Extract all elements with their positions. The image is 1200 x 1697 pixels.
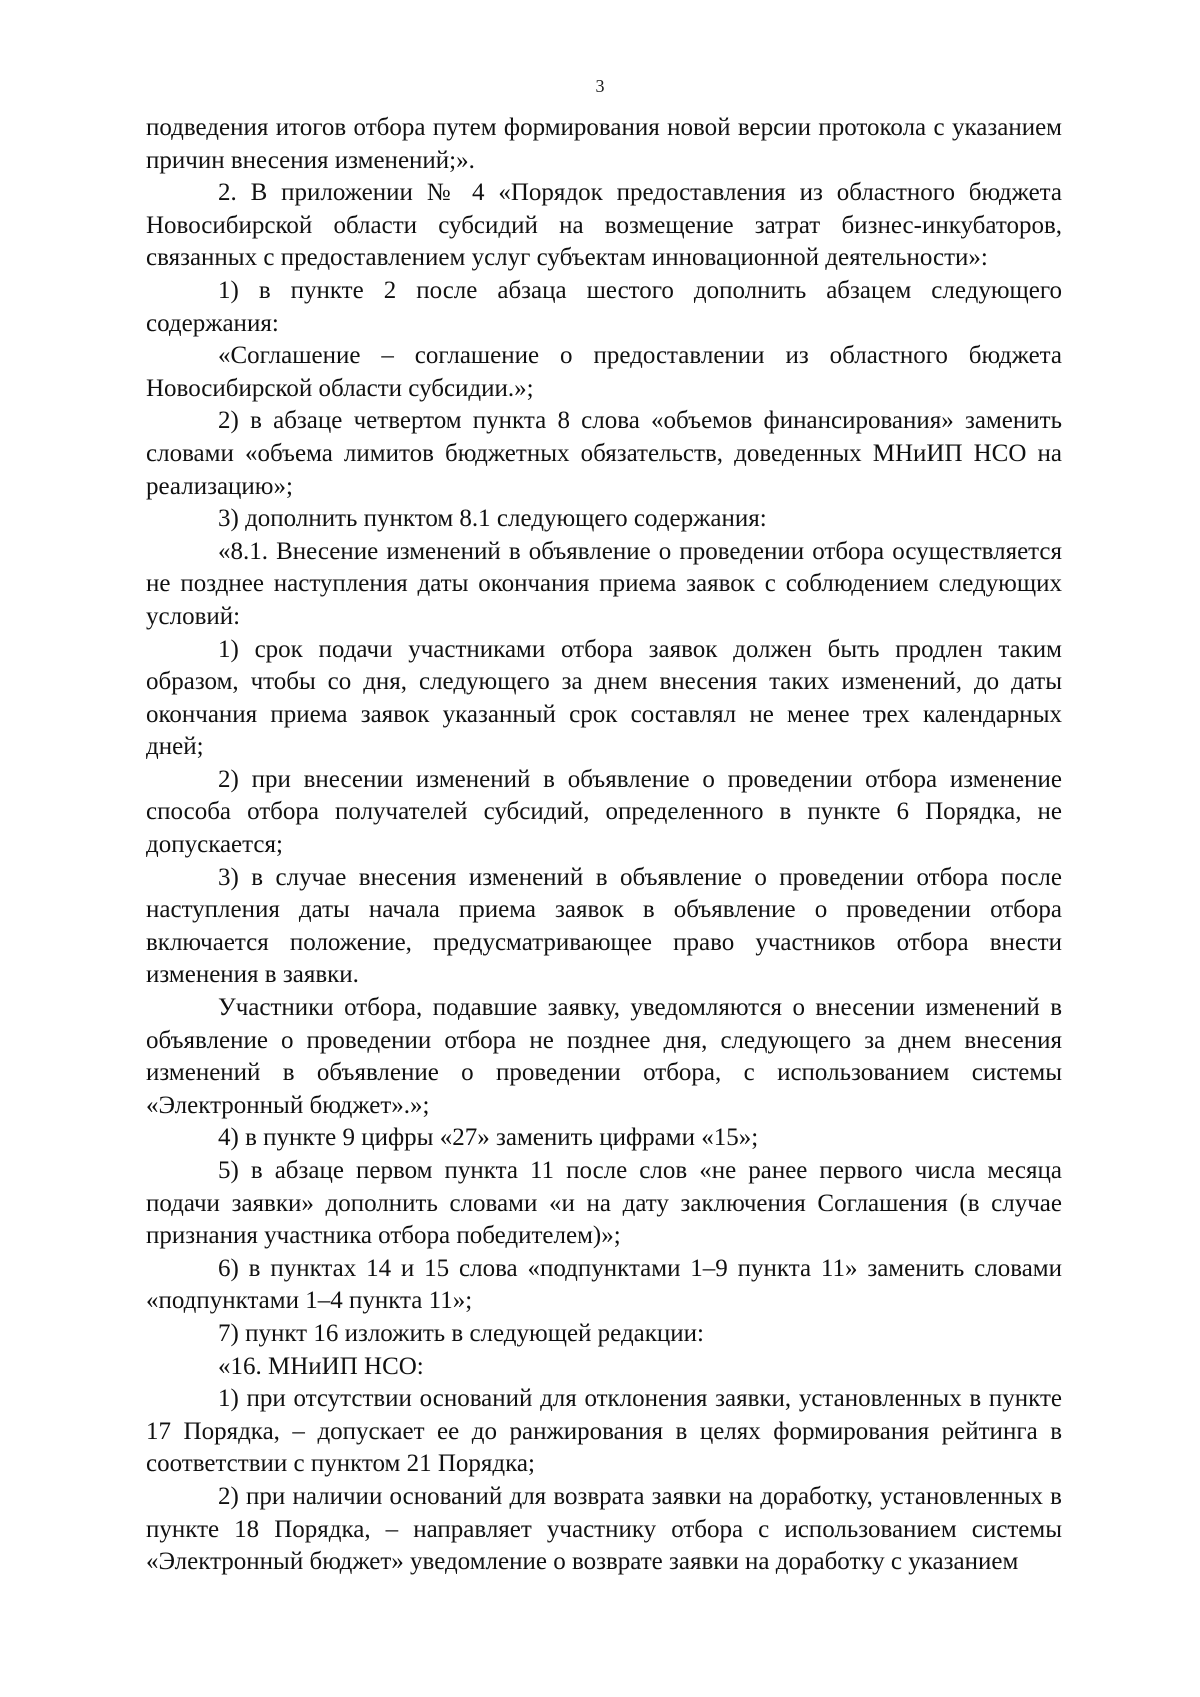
- paragraph-15: «16. МНиИП НСО:: [218, 1352, 424, 1380]
- paragraph-7: 1) срок подачи участниками отбора заявок должен быть продлен таким образом, чтобы со дня, следующего за днем внесения таких изменений, до даты окончания приема заявок указанный срок составлял не менее трех календарных дней;: [146, 635, 1062, 761]
- paragraph-10: Участники отбора, подавшие заявку, уведомляются о внесении изменений в объявление о проведении отбора не позднее дня, следующего за днем внесения изменений в объявление о проведении отбора, с использованием системы «Электронный бюджет».»;: [146, 994, 1062, 1119]
- paragraph-5: 3) дополнить пунктом 8.1 следующего содержания:: [218, 505, 767, 533]
- paragraph-12: 5) в абзаце первом пункта 11 после слов «не ранее первого числа месяца подачи заявки» дополнить словами «и на дату заключения Соглашения (в случае признания участника отбора победителем)»;: [146, 1157, 1062, 1250]
- paragraph-13: 6) в пунктах 14 и 15 слова «подпунктами 1–9 пункта 11» заменить словами «подпунктами 1–4 пункта 11»;: [146, 1254, 1062, 1315]
- page-number: 3: [595, 76, 605, 96]
- paragraph-9: 3) в случае внесения изменений в объявление о проведении отбора после наступления даты начала приема заявок в объявление о проведении отбора включается положение, предусматривающее право участников отбора внести изменения в заявки.: [146, 863, 1062, 989]
- paragraph-6: «8.1. Внесение изменений в объявление о проведении отбора осуществляется не позднее наступления даты окончания приема заявок с соблюдением следующих условий:: [146, 537, 1062, 630]
- paragraph-8: 2) при внесении изменений в объявление о проведении отбора изменение способа отбора получателей субсидий, определенного в пункте 6 Порядка, не допускается;: [146, 765, 1062, 859]
- paragraph-11: 4) в пункте 9 цифры «27» заменить цифрами «15»;: [218, 1124, 759, 1152]
- paragraph-2: 1) в пункте 2 после абзаца шестого дополнить абзацем следующего содержания:: [146, 276, 1062, 337]
- paragraph-17: 2) при наличии оснований для возврата заявки на доработку, установленных в пункте 18 Порядка, – направляет участнику отбора с использованием системы «Электронный бюджет» уведомление о возврате заявки на доработку с указанием: [146, 1482, 1062, 1576]
- paragraph-4: 2) в абзаце четвертом пункта 8 слова «объемов финансирования» заменить словами «объема лимитов бюджетных обязательств, доведенных МНиИП НСО на реализацию»;: [146, 407, 1062, 500]
- paragraph-1: 2. В приложении № 4 «Порядок предоставления из областного бюджета Новосибирской области субсидий на возмещение затрат бизнес-инкубаторов, связанных с предоставлением услуг субъектам инновационной деятельности»:: [146, 179, 1062, 272]
- paragraph-3: «Соглашение – соглашение о предоставлении из областного бюджета Новосибирской области субсидии.»;: [146, 342, 1062, 402]
- paragraph-16: 1) при отсутствии оснований для отклонения заявки, установленных в пункте 17 Порядка, – допускает ее до ранжирования в целях формирования рейтинга в соответствии с пунктом 21 Порядка;: [146, 1385, 1062, 1478]
- paragraph-0: подведения итогов отбора путем формирования новой версии протокола с указанием причин внесения изменений;».: [146, 114, 1062, 174]
- paragraph-14: 7) пункт 16 изложить в следующей редакции:: [218, 1319, 704, 1347]
- document-body: [146, 112, 1062, 1579]
